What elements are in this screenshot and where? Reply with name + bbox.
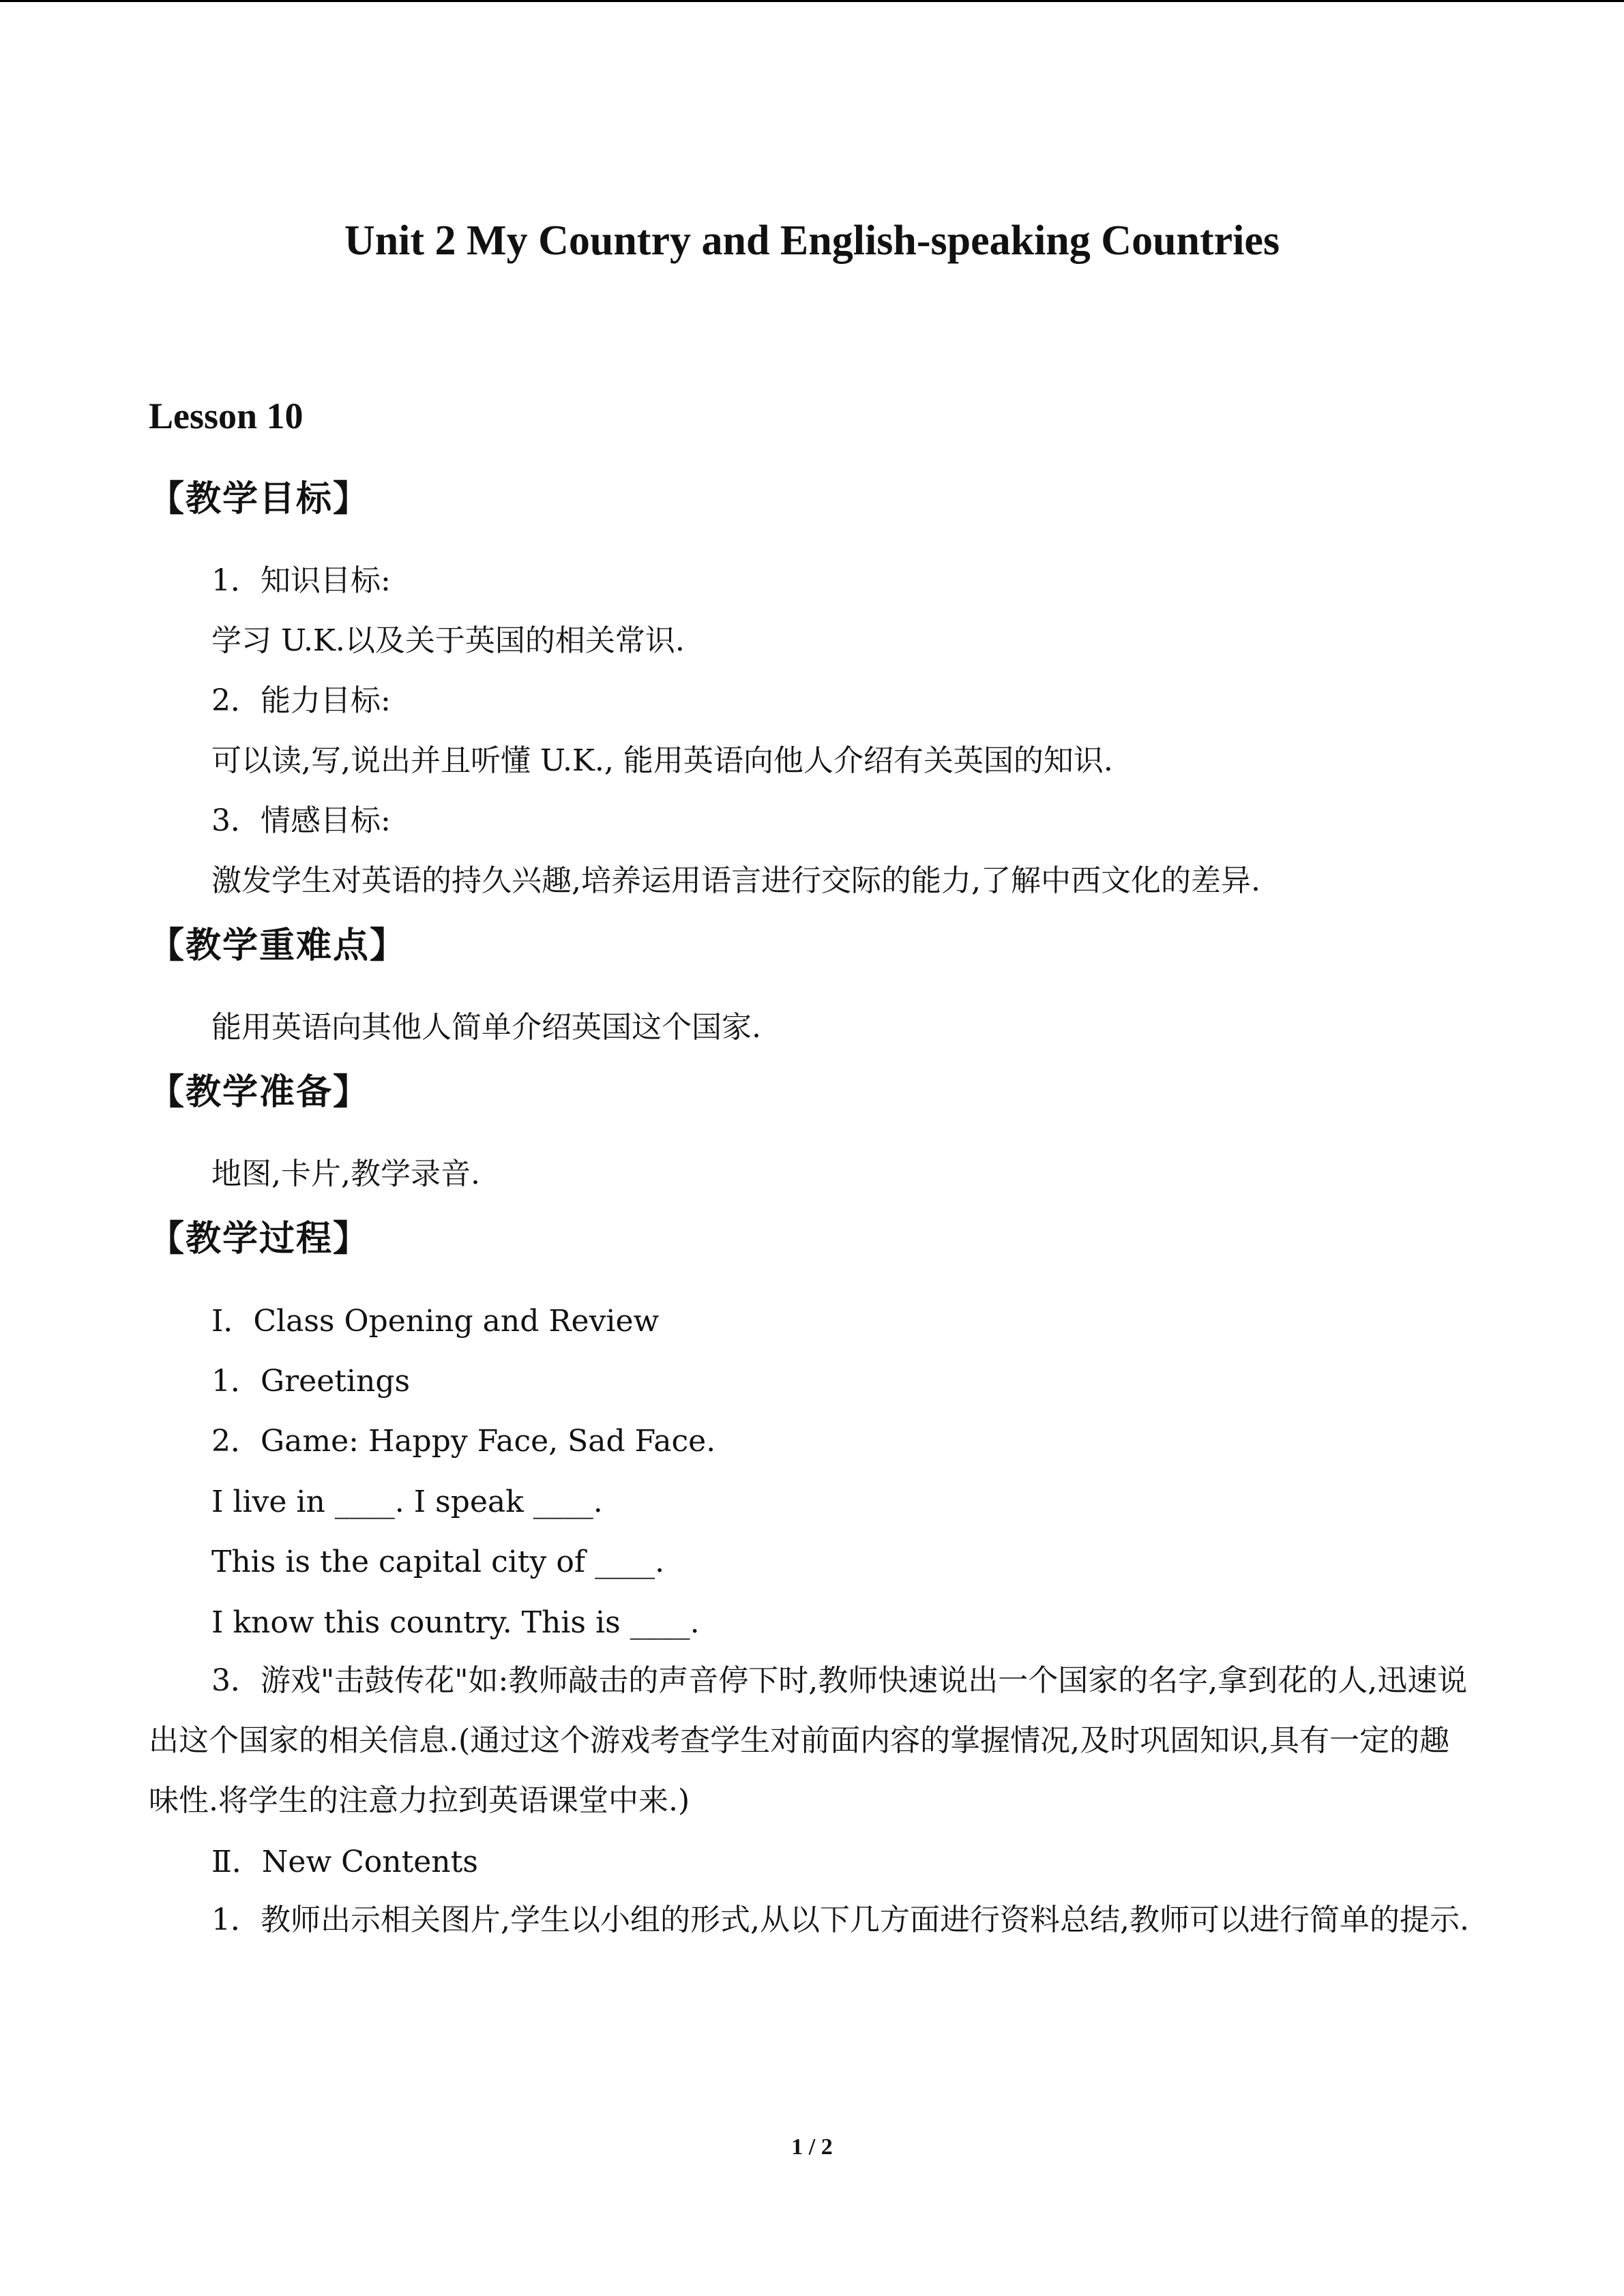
game-sentence-1: I live in ____. I speak ____.: [211, 1485, 603, 1519]
top-border-line: [0, 0, 1624, 2]
section-heading-key-points: 【教学重难点】: [149, 925, 407, 966]
objective-emotion-label: 3．情感目标:: [211, 803, 391, 838]
objective-knowledge-text: 学习 U.K.以及关于英国的相关常识.: [211, 623, 685, 658]
process-step-game: 2．Game: Happy Face, Sad Face.: [211, 1424, 716, 1459]
process-step-pictures: 1．教师出示相关图片,学生以小组的形式,从以下几方面进行资料总结,教师可以进行简单的提示.: [211, 1903, 1469, 1937]
process-part2-title: Ⅱ．New Contents: [211, 1845, 478, 1879]
game-sentence-3: I know this country. This is ____.: [211, 1605, 700, 1640]
process-step-greetings: 1．Greetings: [211, 1364, 411, 1399]
objective-emotion-text: 激发学生对英语的持久兴趣,培养运用语言进行交际的能力,了解中西文化的差异.: [211, 863, 1260, 898]
page-number: 1 / 2: [791, 2134, 833, 2160]
key-points-text: 能用英语向其他人简单介绍英国这个国家.: [211, 1010, 761, 1045]
section-heading-process: 【教学过程】: [149, 1219, 370, 1259]
preparation-text: 地图,卡片,教学录音.: [211, 1157, 480, 1191]
section-heading-preparation: 【教学准备】: [149, 1072, 370, 1113]
process-part1-title: Ⅰ．Class Opening and Review: [211, 1304, 660, 1339]
objective-ability-label: 2．能力目标:: [211, 683, 391, 718]
lesson-heading: Lesson 10: [149, 396, 304, 436]
section-heading-objectives: 【教学目标】: [149, 479, 370, 520]
document-title: Unit 2 My Country and English-speaking Countries: [344, 218, 1280, 264]
process-step-drum-game: 3．游戏"击鼓传花"如:教师敲击的声音停下时,教师快速说出一个国家的名字,拿到花的人,迅速说出这个国家的相关信息.(通过这个游戏考查学生对前面内容的掌握情况,及时巩固知识,具有一定的趣味性.将学生的注意力拉到英语课堂中来.): [149, 1663, 1468, 1818]
objective-knowledge-label: 1．知识目标:: [211, 563, 391, 598]
game-sentence-2: This is the capital city of ____.: [211, 1545, 665, 1579]
objective-ability-text: 可以读,写,说出并且听懂 U.K., 能用英语向他人介绍有关英国的知识.: [211, 743, 1113, 778]
